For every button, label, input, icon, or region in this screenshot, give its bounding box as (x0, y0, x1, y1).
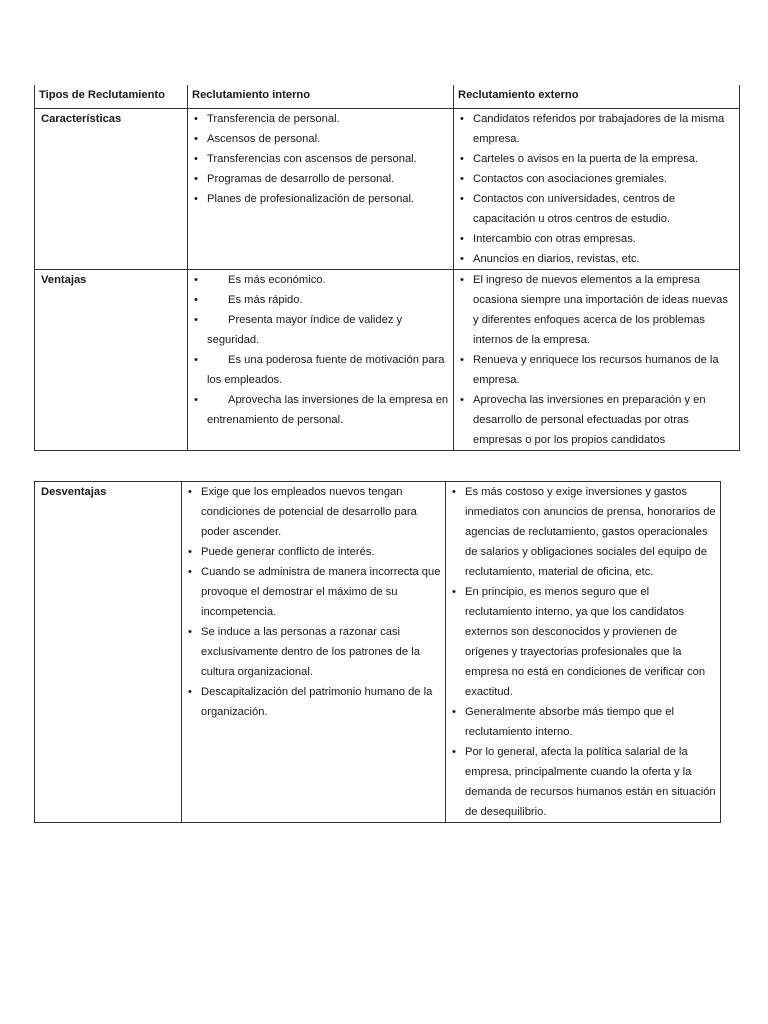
list-item: • Se induce a las personas a razonar casi exclusivamente dentro de los patrones de la cultura organizacional. (186, 622, 441, 682)
row-label-ventajas: Ventajas (35, 270, 188, 451)
list-item: • Generalmente absorbe más tiempo que el reclutamiento interno. (450, 702, 716, 742)
list-item: • Anuncios en diarios, revistas, etc. (458, 249, 735, 269)
header-row (35, 85, 740, 109)
list-item: • Exige que los empleados nuevos tengan condiciones de potencial de desarrollo para poder ascender. (186, 482, 441, 542)
list-item: • Es más costoso y exige inversiones y gastos inmediatos con anuncios de prensa, honorarios de agencias de reclutamiento, gastos operacionales de salarios y obligaciones sociales del equipo de reclutamiento, material de oficina, etc. (450, 482, 716, 582)
list-item: • Es una poderosa fuente de motivación para los empleados. (192, 350, 449, 390)
list-item: • Ascensos de personal. (192, 129, 449, 149)
list-item: • Presenta mayor índice de validez y seguridad. (192, 310, 449, 350)
list-item: • Contactos con asociaciones gremiales. (458, 169, 735, 189)
cell-caracteristicas-interno (188, 109, 454, 270)
header-externo: Reclutamiento externo (454, 85, 740, 109)
cell-desventajas-interno (182, 482, 446, 823)
cell-ventajas-externo (454, 270, 740, 451)
cell-caracteristicas-externo (454, 109, 740, 270)
list-item: • Puede generar conflicto de interés. (186, 542, 441, 562)
row-label-desventajas: Desventajas (35, 482, 182, 823)
list-item: • Transferencias con ascensos de personal. (192, 149, 449, 169)
list-item: • Carteles o avisos en la puerta de la empresa. (458, 149, 735, 169)
row-desventajas (35, 482, 721, 823)
list-item: • Descapitalización del patrimonio humano de la organización. (186, 682, 441, 722)
list-item: • Cuando se administra de manera incorrecta que provoque el demostrar el máximo de su incompetencia. (186, 562, 441, 622)
recruitment-table-2 (34, 481, 721, 823)
list-item: • El ingreso de nuevos elementos a la empresa ocasiona siempre una importación de ideas nuevas y diferentes enfoques acerca de los problemas internos de la empresa. (458, 270, 735, 350)
header-interno: Reclutamiento interno (188, 85, 454, 109)
list-item: • Es más económico. (192, 270, 449, 290)
cell-desventajas-externo (446, 482, 721, 823)
list-item: • Contactos con universidades, centros de capacitación u otros centros de estudio. (458, 189, 735, 229)
list-item: • Es más rápido. (192, 290, 449, 310)
list-item: • Por lo general, afecta la política salarial de la empresa, principalmente cuando la oferta y la demanda de recursos humanos están en situación de desequilibrio. (450, 742, 716, 822)
cell-ventajas-interno (188, 270, 454, 451)
list-item: • Candidatos referidos por trabajadores de la misma empresa. (458, 109, 735, 149)
header-tipos: Tipos de Reclutamiento (35, 85, 188, 109)
row-ventajas (35, 270, 740, 451)
list-item: • Aprovecha las inversiones en preparación y en desarrollo de personal efectuadas por otras empresas o por los propios candidatos (458, 390, 735, 450)
list-item: • Planes de profesionalización de personal. (192, 189, 449, 209)
list-item: • Intercambio con otras empresas. (458, 229, 735, 249)
list-item: • Transferencia de personal. (192, 109, 449, 129)
list-item: • Aprovecha las inversiones de la empresa en entrenamiento de personal. (192, 390, 449, 430)
list-item: • En principio, es menos seguro que el reclutamiento interno, ya que los candidatos externos son desconocidos y provienen de orígenes y trayectorias profesionales que la empresa no está en condiciones de verificar con exactitud. (450, 582, 716, 702)
list-item: • Renueva y enriquece los recursos humanos de la empresa. (458, 350, 735, 390)
recruitment-table-1 (34, 85, 740, 451)
row-caracteristicas (35, 109, 740, 270)
list-item: • Programas de desarrollo de personal. (192, 169, 449, 189)
row-label-caracteristicas: Características (35, 109, 188, 270)
